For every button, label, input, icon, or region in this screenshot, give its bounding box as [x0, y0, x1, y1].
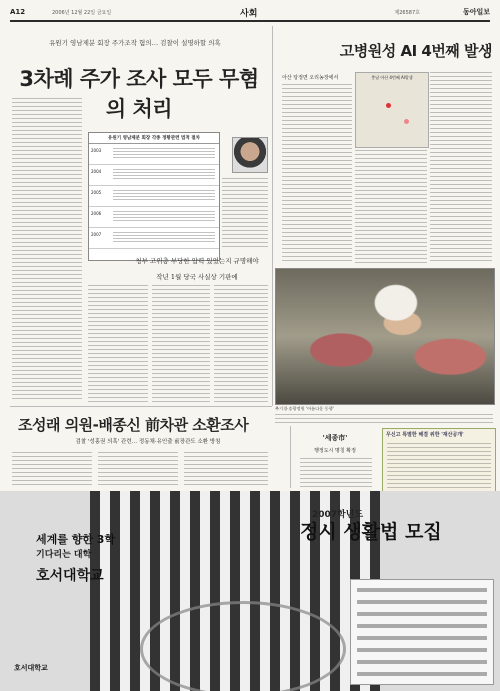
body-text-column [12, 98, 82, 402]
column-divider [290, 426, 291, 488]
notice-title: 무신고 특별한 해결 위한 '재산공개' [386, 432, 464, 438]
table-title: 유원기 영남제분 회장 각종 정황관련 법적 절차 [89, 133, 219, 144]
page-header [10, 6, 490, 22]
table-year: 2003 [91, 148, 102, 153]
news-photo [275, 268, 495, 405]
ad-tagline: 기다리는 대학 [36, 550, 92, 560]
page-number: A12 [10, 8, 26, 16]
table-row [89, 228, 219, 249]
sidebar-title: '세종市' [322, 434, 348, 442]
table-year: 2006 [91, 211, 102, 216]
bottom-headline: 조성래 의원-배종신 前차관 소환조사 [18, 416, 249, 434]
table-year: 2004 [91, 169, 102, 174]
ad-headline: 정시 생활법 모집 [300, 521, 442, 543]
issue-number: 제26587호 [394, 10, 420, 16]
story-kicker: 유원기 영남제분 회장 주가조작 혐의… 검찰이 설명하할 의혹 [49, 39, 221, 47]
outbreak-marker [404, 119, 409, 124]
subheadline: 청부 고위층 부당한 압력 있었는지 규명해야 [135, 257, 259, 265]
map-graphic [355, 72, 429, 148]
body-text-column [282, 84, 352, 264]
story-headline: 3차례 주가 조사 모두 무혐의 처리 [19, 67, 259, 121]
university-advertisement [0, 491, 500, 691]
table-row [89, 144, 219, 165]
table-row [89, 207, 219, 228]
section-title: 사회 [240, 9, 258, 19]
body-text-column [88, 285, 148, 402]
column-divider [272, 26, 273, 406]
body-text-column [12, 452, 92, 488]
ad-wave-graphic [140, 601, 346, 691]
body-text-column [152, 285, 210, 402]
table-row [89, 186, 219, 207]
bottom-subheadline: 검찰 '성홍권 의혹' 관련… 정동채·유인출 前장관도 소환 방침 [75, 439, 221, 445]
body-text-column [430, 72, 492, 264]
issue-date: 2006년 12월 22일 금요일 [52, 10, 112, 16]
ad-university: 호서대학교 [36, 568, 104, 584]
body-text-column [214, 285, 268, 402]
sidebar-subtitle: 행정도시 명칭 확정 [314, 448, 356, 454]
map-title: 충남 아산 4번째 AI발생 [371, 75, 413, 80]
info-table [88, 132, 220, 261]
photo-caption: 추기경·송광정원 '아름다운 동행' [275, 406, 334, 411]
table-row [89, 165, 219, 186]
ad-year: 2007학년도 [312, 510, 364, 520]
body-text-column [98, 452, 178, 488]
ad-tagline: 세계를 향한 3학 [36, 533, 116, 546]
ad-logo: 호서대학교 [14, 664, 48, 672]
body-text-column [300, 458, 372, 488]
story-divider [10, 406, 272, 407]
newspaper-logo: 동아일보 [462, 7, 490, 16]
caption-text [275, 414, 493, 424]
outbreak-marker [386, 103, 391, 108]
ai-headline: 고병원성 AI 4번째 발생 [339, 42, 492, 60]
ad-info-box [350, 579, 494, 685]
body-text-column [184, 452, 268, 488]
table-year: 2007 [91, 232, 102, 237]
body-text-column [355, 150, 427, 264]
subheadline: 작년 1월 당국 사실상 기판에 [156, 273, 238, 281]
ai-subheadline: 아산 탕정면 오리농장에서 [282, 75, 339, 81]
table-year: 2005 [91, 190, 102, 195]
body-text-column [222, 178, 268, 250]
portrait-photo [232, 137, 268, 173]
